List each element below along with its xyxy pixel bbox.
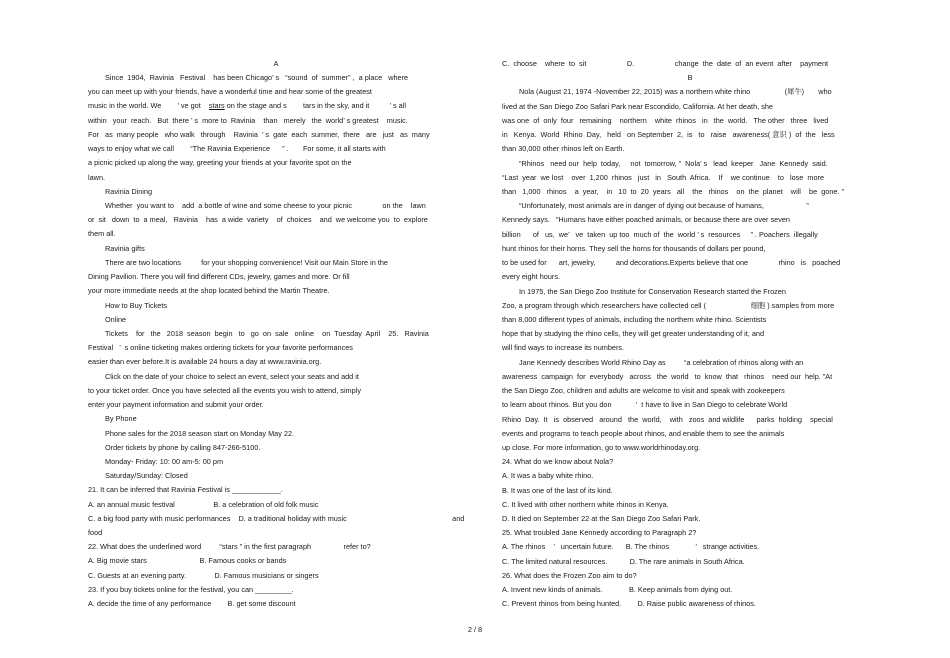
text-line: Zoo, a program through which researchers have collected cell ( 细胞 ) samples from more (502, 300, 835, 310)
page-number: 2 / 8 (467, 625, 483, 634)
text-line: Ravinia Dining (105, 186, 153, 196)
text-line: Since 1904, Ravinia Festival has been Chicago’ s “sound of summer” , a place where (105, 73, 409, 82)
text-line: Whether you want to add a bottle of wine and some cheese to your picnic on the lawn (105, 200, 426, 210)
text-line: Kennedy says. ”Humans have either poached animals, or because there are over seven (502, 215, 790, 225)
text-line: in Kenya. World Rhino Day, held on September 2, is to raise awareness( 意识 ) of the less (502, 130, 835, 140)
text-line: B (687, 73, 693, 83)
text-line: will find ways to increase its numbers. (502, 343, 625, 353)
text-line: 21. It can be inferred that Ravinia Festival is ____________. (88, 485, 283, 495)
text-line: Ravinia gifts (105, 243, 145, 253)
text-line: awareness campaign for everybody across the world to know that rhinos need our help. ”At (502, 371, 833, 381)
text-line: 26. What does the Frozen Zoo aim to do? (502, 570, 637, 580)
text-line: C. It lived with other northern white rhinos in Kenya. (502, 499, 669, 509)
text-line: Dining Pavilion. There you will find different CDs, jewelry, games and more. Or fill (88, 272, 350, 282)
text-line: was one of only four remaining northern white rhinos in the world. The other three lived (502, 115, 829, 125)
text-line: 23. If you buy tickets online for the festival, you can _________. (88, 584, 294, 594)
text-line: A. Invent new kinds of animals. B. Keep animals from dying out. (502, 585, 733, 595)
text-line: hope that by studying the rhino cells, they will get greater understanding of it, and (502, 329, 765, 339)
text-line: or sit down to a meal, Ravinia has a wide variety of choices and we welcome you to explore (88, 215, 428, 225)
text-line: A. an annual music festival B. a celebration of old folk music (88, 499, 319, 509)
text-line: Saturday/Sunday: Closed (105, 471, 188, 481)
text-line: than 30,000 other rhinos left on Earth. (502, 144, 625, 154)
text-line: you can meet up with your friends, have a wonderful time and hear some of the greatest (88, 87, 372, 97)
text-line: A. The rhinos ’ uncertain future. B. The rhinos ’ strange activities. (502, 542, 760, 552)
text-line: For as many people who walk through Ravinia ’ s gate each summer, there are just as many (88, 129, 430, 139)
text-line: “Last year we lost over 1,200 rhinos just in South Africa. If we continue to lose more (502, 172, 825, 182)
text-line: up close. For more information, go to www.worldrhinoday.org. (502, 442, 701, 452)
text-line: 25. What troubled Jane Kennedy according to Paragraph 2? (502, 528, 697, 538)
text-line: C. a big food party with music performances D. a traditional holiday with music and (88, 513, 464, 523)
text-line: every eight hours. (502, 272, 561, 282)
text-line: Monday- Friday: 10: 00 am-5: 00 pm (105, 456, 224, 466)
text-line: billion of us, we’ ve taken up too much of the world ’ s resources ” . Poachers illegally (502, 229, 818, 239)
text-line: easier than ever before.It is available 24 hours a day at www.ravinia.org. (88, 357, 322, 367)
text-line: ways to enjoy what we call “The Ravinia Experience ” . For some, it all starts with (88, 144, 386, 154)
text-line: enter your payment information and submit your order. (88, 400, 264, 410)
text-line: lived at the San Diego Zoo Safari Park near Escondido, California. At her death, she (502, 101, 773, 111)
text-line: C. Prevent rhinos from being hunted. D. Raise public awareness of rhinos. (502, 599, 756, 609)
text-line: events and programs to teach people about rhinos, and enable them to see the animals (502, 428, 785, 438)
text-line: C. choose where to sit D. change the date of an event after payment (502, 59, 829, 68)
text-line: There are two locations for your shopping convenience! Visit our Main Store in the (105, 257, 388, 267)
text-line: your more immediate needs at the shop located behind the Martin Theatre. (88, 286, 330, 296)
text-line: C. The limited natural resources. D. The rare animals in South Africa. (502, 556, 745, 566)
text-line: “Rhinos need our help today, not tomorrow, ” Nola’ s lead keeper Jane Kennedy said. (519, 158, 828, 168)
text-line: than 1,000 rhinos a year, in 10 to 20 years all the rhinos on the planet will be gone. ” (502, 186, 844, 196)
text-line: within your reach. But there ’ s more to Ravinia than merely the world’ s greatest music. (88, 115, 408, 125)
text-line: D. It died on September 22 at the San Diego Zoo Safari Park. (502, 514, 701, 524)
text-line: Order tickets by phone by calling 847-266-5100. (105, 442, 261, 452)
text-line: By Phone (105, 414, 137, 424)
text-line: A. Big movie stars B. Famous cooks or bands (88, 556, 287, 566)
text-line: C. Guests at an evening party. D. Famous musicians or singers (88, 570, 319, 580)
text-line: Phone sales for the 2018 season start on Monday May 22. (105, 428, 295, 438)
text-line: “Unfortunately, most animals are in danger of dying out because of humans, ” (519, 201, 809, 211)
text-line: 24. What do we know about Nola? (502, 457, 614, 467)
text-line: Online (105, 314, 127, 324)
text-line: Tickets for the 2018 season begin to go on sale online on Tuesday April 25. Ravinia (105, 328, 429, 338)
text-line: food (88, 528, 103, 538)
text-line: 22. What does the underlined word “stars ” in the first paragraph refer to? (88, 542, 371, 552)
text-line: How to Buy Tickets (105, 300, 168, 310)
text-line: them all. (88, 229, 116, 239)
text-line: Rhino Day. It is observed around the world, with zoos and wildlife parks holding special (502, 414, 833, 424)
text-line: Click on the date of your choice to select an event, select your seats and add it (105, 371, 359, 381)
text-line: B. It was one of the last of its kind. (502, 485, 613, 495)
text-line: Jane Kennedy describes World Rhino Day as “a celebration of rhinos along with an (519, 357, 804, 367)
section-title: A (273, 59, 279, 68)
text-line: to your ticket order. Once you have selected all the events you wish to attend, simply (88, 385, 361, 395)
text-line: the San Diego Zoo, children and adults are welcome to visit and speak with zookeepers (502, 386, 785, 396)
text-line: A. It was a baby white rhino. (502, 471, 594, 481)
text-line: hunt rhinos for their horns. They sell the horns for thousands of dollars per pound, (502, 243, 766, 253)
text-line: a picnic picked up along the way, greeting your friends at your favorite spot on the (88, 158, 352, 168)
text-line: In 1975, the San Diego Zoo Institute for Conservation Research started the Frozen (519, 286, 786, 296)
text-line: to learn about rhinos. But you don ’ t have to live in San Diego to celebrate World (502, 400, 788, 410)
text-line: to be used for art, jewelry, and decorations.Experts believe that one rhino is poached (502, 258, 841, 268)
text-line: Nola (August 21, 1974 -November 22, 2015) was a northern white rhino (犀牛) who (519, 87, 832, 97)
text-line: A. decide the time of any performance B. get some discount (88, 599, 296, 609)
text-line: lawn. (88, 172, 106, 182)
text-line: Festival ’ s online ticketing makes ordering tickets for your favorite performances (88, 343, 353, 353)
text-line: than 8,000 different types of animals, including the northern white rhino. Scientists (502, 314, 767, 324)
text-line: music in the world. We ’ ve got stars on the stage and s tars in the sky, and it ’ s all (88, 101, 406, 111)
